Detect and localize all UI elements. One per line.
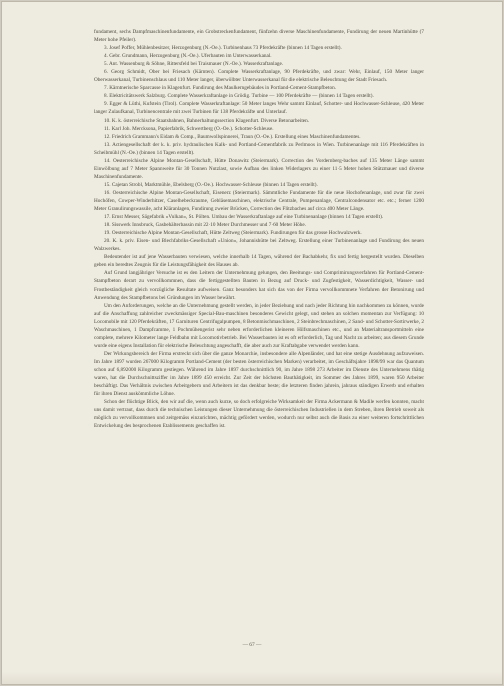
page-edge	[2, 672, 502, 684]
document-page	[2, 2, 502, 684]
paragraph: 15. Cajetan Strobl, Marktmühle, Ebelsberg (O.-Oe.). Hochwasser-Schleuse (binnen 14 Tagen erstellt).	[104, 181, 318, 188]
paragraph: 13. Actiengesellschaft der k. k. priv. hydraulischen Kalk- und Portland-Cementfabrik zu Perlmoos in Wien. Turbinenanlage mit 116 Pferdekräften in Scheibmühl (N.-Oe.) (binnen 14 Tagen erstellt).	[94, 141, 424, 156]
page-number: — 67 —	[242, 642, 262, 648]
paragraph: 9. Egger & Lüthi, Kufstein (Tirol). Complete Wasserkraftanlage: 50 Meter langes Wehr sammt Einlauf, Schotter- und Hochwasser-Schleuse, 420 Meter langer Zulaufkanal, Turbinencentrale mit zwei Turbinen für 138 Pferdekräfte und Unterlauf.	[94, 101, 424, 116]
paragraph: 20. K. k. priv. Eisen- und Blechfabriks-Gesellschaft »Union«, Johannishütte bei Zeltweg. Erstellung einer Turbinenanlage und Fundirung des neuen Walzwerkes.	[94, 238, 424, 253]
paragraph: Bedeutender ist auf jene Wasserbauten verwiesen, welche innerhalb 14 Tagen, während der Bachabkehr, fix und fertig hergestellt wurden. Dieselben geben ein beredtes Zeugnis für die Leistungsfähigkeit des Hauses ab.	[94, 254, 424, 269]
paragraph: 7. Kärntnerische Sparcasse in Klagenfurt. Fundirung des Maulkerngebäudes in Portland-Cement-Stampfbeton.	[104, 85, 337, 92]
paragraph: 5. Ant. Wassenburg & Söhne, Rittersfeld bei Traismauer (N.-Oe.). Wasserkraftanlage.	[104, 61, 284, 68]
paragraph: 8. Elektricitätswerk Salzburg. Complete Wasserkraftanlage in Grödig. Turbine — 100 Pferdekräfte — (binnen 14 Tagen erstellt).	[104, 93, 374, 100]
paragraph: Schon der flüchtige Blick, den wir auf die, wenn auch kurze, so doch erfolgreiche Wirksamkeit der Firma Ackermann & Madile werfen konnten, macht uns damit vertraut, dass durch die technischen Leistungen dieser Unternehmung die österreichischen Industriellen in dem Streben, ihren Betrieb soweit als möglich zu vervollkommnen und zeitgemäss einzurichten, mächtig gefördert werden, wodurch nur selbst auch die Basis zu einer weiteren fortschrittlichen Entwickelung des besprochenen Etablissements geschaffen ist.	[94, 399, 424, 430]
paragraph: 14. Oesterreichische Alpine Montan-Gesellschaft, Hütte Donawitz (Steiermark). Correction des Vordernberg-baches auf 135 Meter Länge sammt Einwölbung auf 7 Meter Spannweite für 30 Tonnen Nutzlast, sowie Aufbau des linken Widerlagers zu einer 11·5 Meter hohen Stützmauer und diverse Maschinenfundamente.	[94, 157, 424, 180]
paragraph: 11. Karl Joh. Mercksona, Papierfabrik, Schwertberg (O.-Oe.). Schotter-Schleuse.	[104, 125, 274, 132]
paragraph: 3. Josef Poffer, Mühlenbesitzer, Herzogenburg (N.-Oe.). Turbinenhaus 73 Pferdekräfte (binnen 14 Tagen erstellt).	[104, 45, 342, 52]
body-text	[94, 28, 424, 430]
paragraph: 6. Georg Schmidt, Ober bei Friesach (Kärnten). Complete Wasserkraftanlage, 90 Pferdekräfte, und zwar: Wehr, Einlauf, 150 Meter langer Oberwasserkanal, Turbinenschlaus und 110 Meter langer, überwölbter Unterwasserkanal für die elektrische Beleuchtung der Stadt Friesach.	[94, 69, 424, 84]
paragraph: 16. Oesterreichische Alpine Montan-Gesellschaft, Eisenerz (Steiermark). Sämmtliche Fundamente für die neue Hochofenanlage, und zwar für zwei Hochöfen, Cowper-Winderhitzer, Caselhebeckraume, Gebläsemaschinen, elektrische Centrale, Pumpenanlage, Centralcondensator etc. etc.; ferner 1200 Meter Granulirungswassile, acht Kläranlagen, Fundirung zweier Brücken, Correction des Flitzbaches auf circa 400 Meter Länge.	[94, 189, 424, 213]
paragraph: 10. K. k. österreichische Staatsbahnen, Bahnerhaltungssection Klagenfurt. Diverse Betonarbeiten.	[104, 117, 310, 124]
paragraph: Der Wirkungsbereich der Firma erstreckt sich über die ganze Monarchie, insbesondere alle Alpenländer, und hat eine stetige Ausdehnung aufzuweisen. Im Jahre 1897 wurden 267000 Kilogramm Portland-Cement (der besten österreichischen Marken) verarbeitet, im Geschäftsjahre 1898/99 war das Quantum schon auf 6,892000 Kilogramm gestiegen. Während im Jahre 1897 durchschnittlich 90, im Jahre 1898 273 Arbeiter im Dienste des Unternehmens thätig waren, hat die Durchschnittsziffer im Jahre 1899 450 erreicht. Zur Zeit der höchsten Bauthätigkeit, im Sommer des Jahres 1899, waren 950 Arbeiter beschäftigt. Das Verhältnis zwischen Arbeitgebern und Arbeitern ist das denkbar beste; die letzteren finden jahrein, jahraus ständigen Erwerb und erhalten für ihren Dienst auskömmliche Löhne.	[94, 350, 424, 398]
paragraph: 12. Friedrich Grammann's Eidam & Comp., Baumwollspinnerei, Traun (O.-Oe.). Erstellung eines Maschinenfundamentes.	[104, 133, 361, 140]
paragraph: 19. Oesterreichische Alpine Montan-Gesellschaft, Hütte Zeltweg (Steiermark). Fundirungen für das grosse Hochwalzwerk.	[104, 230, 362, 237]
paragraph: Um den Anforderungen, welche an die Unternehmung gestellt werden, in jeder Beziehung und nach jeder Richtung hin nachkommen zu können, wurde auf die Anschaffung zahlreicher zweckmässiger Special-Bau-maschinen besonderes Gewicht gelegt, und stehen an solchen momentan zur Verfügung: 10 Locomobile mit 120 Pferdekräften, 17 Garnituren Centrifugalpumpen, 8 Betonmischmaschinen, 2 Steinbrechmaschinen, 2 Sand- und Schotter-Sortirwerke, 2 Waschmaschinen, 1 Dampfcamme, 1 Pochmühengerist sehr neben erforderlichen kleineren Hilfsmaschinen etc., und an Materialtransportmitteln eine complete, mehrere Kilometer lange Feldbahn mit Locomotivbetrieb. Bei Wasserbauten ist es oft erforderlich, Tag und Nacht zu arbeiten; aus diesem Grunde wurde eine eigens Installation für elektrische Beleuchtung angeschafft, die aber auch zur Kraftabgabe verwendet werden kann.	[94, 302, 424, 349]
paragraph: 17. Ernst Messer, Sägefabrik »Vulkan«, St. Pölten. Umbau der Wasserkraftanlage auf eine Turbinenanlage (binnen 14 Tagen erstellt).	[104, 214, 384, 221]
paragraph: fundament, sechs Dampfmaschinenfundamente, ein Grobstreckenfundament, fünfzehn diverse Maschinenfundamente, Fundirung der neuen Martinhütte (7 Meter hohe Pfeiler).	[94, 29, 424, 44]
paragraph: 4. Gebr. Grundmann, Herzogenburg (N.-Oe.). Uferbauten im Unterwasserkanal.	[104, 53, 272, 60]
paragraph: 18. Sisswerk Innsbruck, Gasbehälterbassin mit 22·10 Meter Durchmesser und 7·60 Meter Höhe.	[104, 222, 307, 229]
paragraph: Auf Grund langjähriger Versuche ist es den Leitern der Unternehmung gelungen, den Beeitungs- und Comprimirungsverfahren für Portland-Cement-Stampfbeton derart zu vervollkommnen, dass die fertiggestellten Bauten in Bezug auf Druck- und Zugfestigkeit, Wasserdichtigkeit, Wasser- und Frostbeständigkeit gleich vorzügliche Resultate aufweisen. Ganz besonders hat sich das von der Firma vervollkommnete Verfahren der Betonirung und Anwendung des Stampfbetons bei Gründungen im Wasser bewährt.	[94, 270, 424, 301]
